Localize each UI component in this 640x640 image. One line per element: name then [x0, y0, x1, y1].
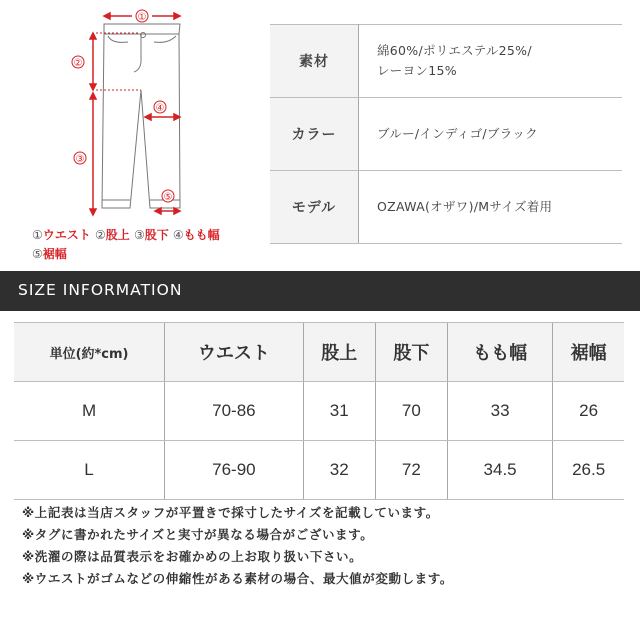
- spec-row-model: [270, 171, 622, 244]
- marker-4: ④: [155, 103, 165, 114]
- marker-5: ⑤: [163, 192, 173, 203]
- header-inseam: 股下: [375, 323, 447, 382]
- legend-num: ⑤: [32, 247, 43, 261]
- size-table-header: [14, 323, 624, 382]
- measurement-legend: [32, 226, 220, 264]
- note: ※タグに書かれたサイズと実寸が異なる場合がございます。: [22, 527, 374, 542]
- header-thigh: もも幅: [447, 323, 552, 382]
- cell: 33: [447, 382, 552, 441]
- spec-key: モデル: [270, 171, 359, 244]
- cell: 76-90: [165, 441, 304, 500]
- table-row: [14, 441, 624, 500]
- legend-hem: 裾幅: [42, 247, 67, 261]
- pants-measurement-diagram: [0, 0, 250, 265]
- cell: 70: [375, 382, 447, 441]
- header-rise: 股上: [303, 323, 375, 382]
- legend-thigh: もも幅: [183, 228, 220, 242]
- spec-value-line: 綿60%/ポリエステル25%/: [377, 43, 532, 58]
- table-row: [14, 382, 624, 441]
- spec-table: [270, 24, 622, 244]
- spec-key: 素材: [270, 25, 359, 98]
- size-table: [14, 322, 624, 500]
- cell: 34.5: [447, 441, 552, 500]
- marker-3: ③: [75, 154, 85, 165]
- spec-value: ブルー/インディゴ/ブラック: [359, 98, 623, 171]
- spec-row-color: [270, 98, 622, 171]
- cell: 72: [375, 441, 447, 500]
- legend-num: ③: [133, 228, 145, 242]
- section-title: SIZE INFORMATION: [18, 281, 183, 299]
- cell: 26: [553, 382, 624, 441]
- legend-inseam: 股下: [144, 228, 169, 242]
- section-header: [0, 271, 640, 311]
- legend-num: ①: [32, 228, 43, 242]
- size-label: L: [14, 441, 165, 500]
- cell: 26.5: [553, 441, 624, 500]
- cell: 70-86: [165, 382, 304, 441]
- legend-waist: ウエスト: [42, 228, 91, 242]
- header-hem: 裾幅: [553, 323, 624, 382]
- spec-value: [359, 25, 623, 98]
- notes: [22, 502, 453, 590]
- note: ※洗濯の際は品質表示をお確かめの上お取り扱い下さい。: [22, 549, 363, 564]
- note: ※ウエストがゴムなどの伸縮性がある素材の場合、最大値が変動します。: [22, 571, 453, 586]
- spec-row-material: [270, 25, 622, 98]
- pants-illustration: [0, 0, 250, 225]
- size-label: M: [14, 382, 165, 441]
- marker-2: ②: [73, 58, 83, 69]
- spec-key: カラー: [270, 98, 359, 171]
- legend-num: ②: [94, 228, 106, 242]
- legend-num: ④: [172, 228, 184, 242]
- spec-value-line: レーヨン15%: [377, 63, 457, 78]
- header-unit: 単位(約*cm): [14, 323, 165, 382]
- spec-value: OZAWA(オザワ)/Mサイズ着用: [359, 171, 623, 244]
- note: ※上記表は当店スタッフが平置きで採寸したサイズを記載しています。: [22, 505, 439, 520]
- cell: 31: [303, 382, 375, 441]
- cell: 32: [303, 441, 375, 500]
- header-waist: ウエスト: [165, 323, 304, 382]
- legend-rise: 股上: [105, 228, 130, 242]
- marker-1: ①: [137, 12, 147, 23]
